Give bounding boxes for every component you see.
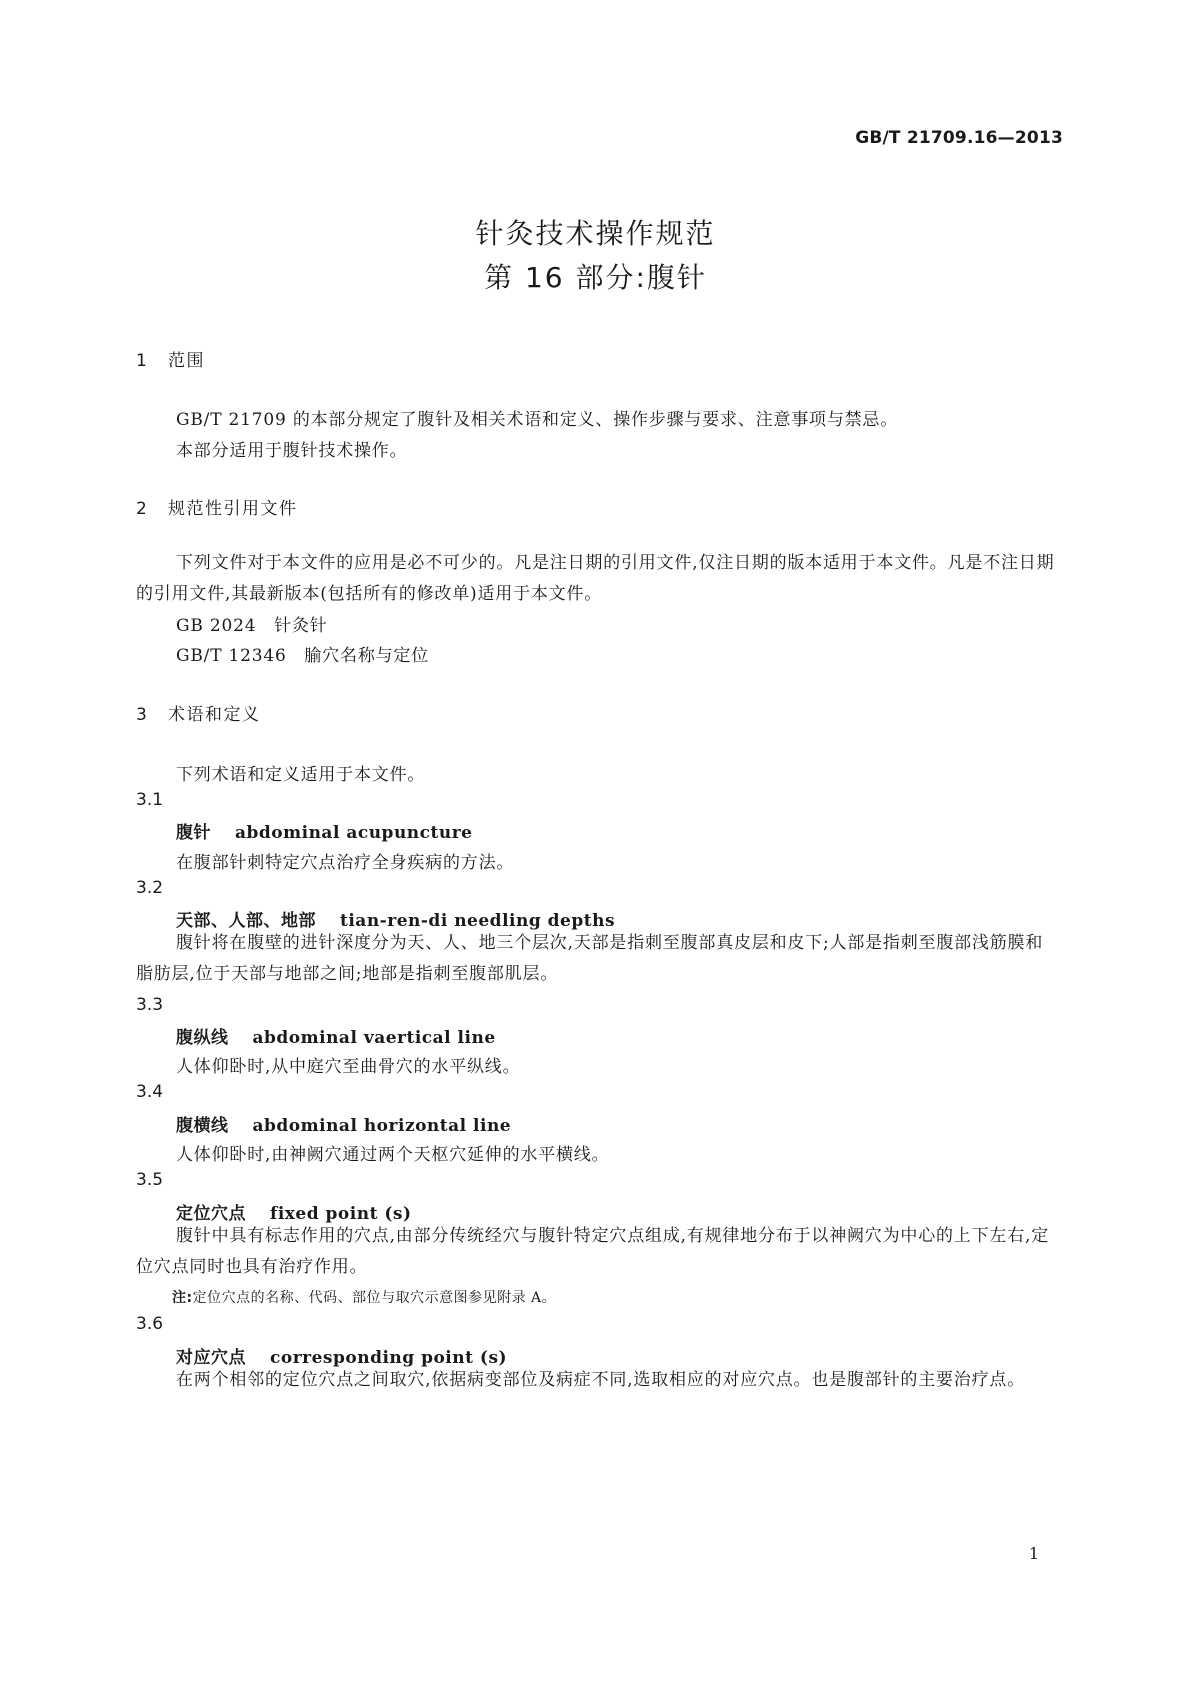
- term-number: 3.3: [136, 995, 164, 1015]
- paragraph-text: 下列文件对于本文件的应用是必不可少的。凡是注日期的引用文件,仅注日期的版本适用于本文件。凡是不注日期的引用文件,其最新版本(包括所有的修改单)适用于本文件。: [136, 553, 1055, 604]
- term-heading: [176, 1023, 496, 1048]
- term-en: abdominal acupuncture: [235, 823, 473, 843]
- document-title: 针灸技术操作规范: [475, 217, 716, 250]
- section-heading-terms: [136, 700, 261, 725]
- term-en: corresponding point (s): [270, 1348, 508, 1368]
- paragraph: GB/T 21709 的本部分规定了腹针及相关术语和定义、操作步骤与要求、注意事项与禁忌。: [176, 410, 899, 430]
- term-definition: 人体仰卧时,由神阙穴通过两个天枢穴延伸的水平横线。: [176, 1145, 610, 1165]
- section-title: 术语和定义: [168, 705, 261, 725]
- section-title: 规范性引用文件: [168, 499, 298, 519]
- term-number: 3.2: [136, 878, 164, 898]
- section-number: 2: [136, 499, 149, 519]
- term-en: tian-ren-di needling depths: [340, 911, 616, 931]
- term-definition: [136, 1221, 1056, 1283]
- reference-item: GB/T 12346 腧穴名称与定位: [176, 646, 430, 666]
- section-heading-scope: [136, 346, 205, 371]
- page-number: 1: [1028, 1544, 1039, 1563]
- term-zh: 腹横线: [176, 1116, 229, 1136]
- term-zh: 腹针: [176, 823, 211, 843]
- term-en: fixed point (s): [270, 1204, 412, 1224]
- standard-code: GB/T 21709.16—2013: [855, 128, 1063, 148]
- section-title: 范围: [168, 351, 205, 371]
- term-heading: [176, 818, 473, 843]
- term-definition: 在腹部针刺特定穴点治疗全身疾病的方法。: [176, 853, 515, 873]
- term-heading: [176, 1111, 511, 1136]
- term-number: 3.5: [136, 1170, 164, 1190]
- paragraph-text: 在两个相邻的定位穴点之间取穴,依据病变部位及病症不同,选取相应的对应穴点。也是腹部针的主要治疗点。: [176, 1370, 1026, 1390]
- term-zh: 天部、人部、地部: [176, 911, 316, 931]
- paragraph: 下列术语和定义适用于本文件。: [176, 765, 426, 785]
- term-zh: 腹纵线: [176, 1028, 229, 1048]
- section-number: 3: [136, 705, 149, 725]
- paragraph-text: 腹针将在腹壁的进针深度分为天、人、地三个层次,天部是指刺至腹部真皮层和皮下;人部是指刺至腹部浅筋膜和脂肪层,位于天部与地部之间;地部是指刺至腹部肌层。: [136, 933, 1044, 984]
- section-heading-normative-references: [136, 494, 298, 519]
- term-zh: 定位穴点: [176, 1204, 246, 1224]
- reference-item: GB 2024 针灸针: [176, 616, 328, 636]
- note: [172, 1287, 556, 1307]
- term-number: 3.6: [136, 1314, 164, 1334]
- paragraph-text: 腹针中具有标志作用的穴点,由部分传统经穴与腹针特定穴点组成,有规律地分布于以神阙穴为中心的上下左右,定位穴点同时也具有治疗作用。: [136, 1226, 1050, 1277]
- note-text: 定位穴点的名称、代码、部位与取穴示意图参见附录 A。: [192, 1290, 557, 1306]
- term-en: abdominal horizontal line: [252, 1116, 512, 1136]
- term-en: abdominal vaertical line: [252, 1028, 496, 1048]
- term-zh: 对应穴点: [176, 1348, 246, 1368]
- section-number: 1: [136, 351, 149, 371]
- term-number: 3.4: [136, 1082, 164, 1102]
- term-definition: 人体仰卧时,从中庭穴至曲骨穴的水平纵线。: [176, 1057, 521, 1077]
- term-definition: [136, 1365, 1056, 1396]
- term-number: 3.1: [136, 790, 164, 810]
- term-definition: [136, 928, 1056, 990]
- document-subtitle: 第 16 部分:腹针: [484, 261, 707, 294]
- note-label: 注:: [172, 1290, 193, 1306]
- paragraph: [136, 548, 1056, 610]
- paragraph: 本部分适用于腹针技术操作。: [176, 441, 408, 461]
